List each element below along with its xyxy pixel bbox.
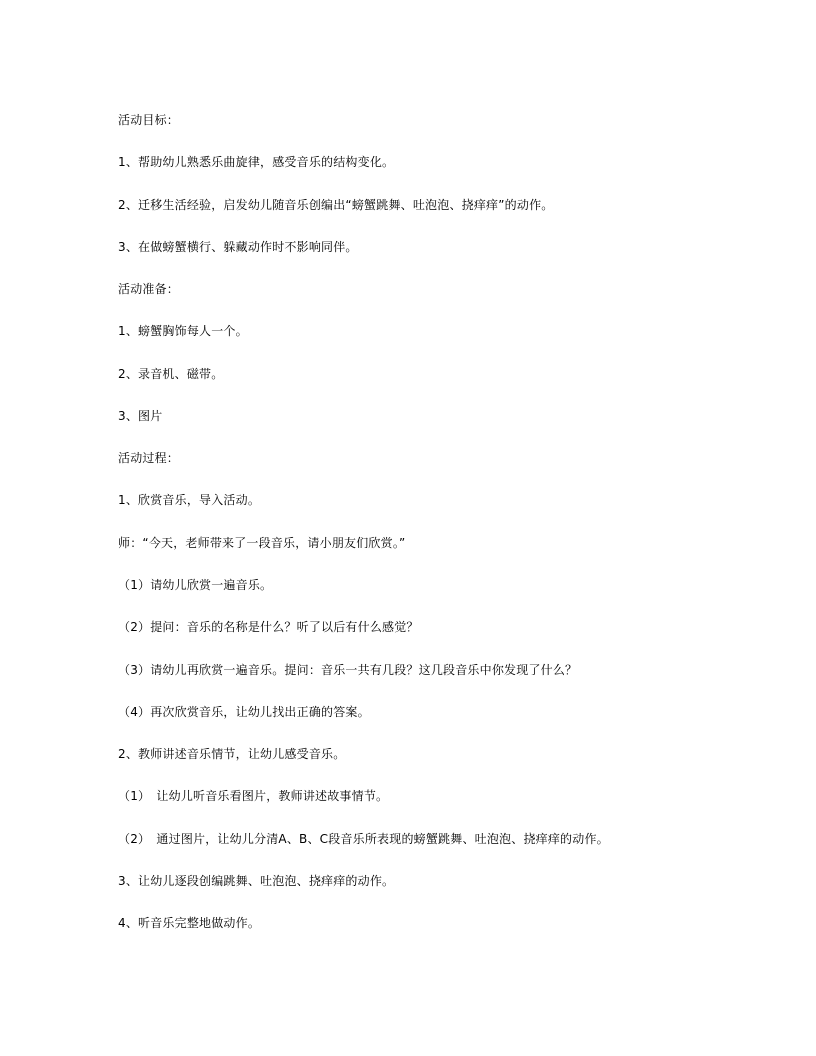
teacher-quote: 师：“今天，老师带来了一段音乐，请小朋友们欣赏。” <box>118 536 406 550</box>
prep-item-2: 2、录音机、磁带。 <box>118 367 224 381</box>
process-step-4: 4、听音乐完整地做动作。 <box>118 916 261 930</box>
goal-item-1: 1、帮助幼儿熟悉乐曲旋律，感受音乐的结构变化。 <box>118 155 395 169</box>
process-step-1b: （2）提问：音乐的名称是什么？听了以后有什么感觉？ <box>118 620 419 634</box>
prep-heading: 活动准备： <box>118 282 180 296</box>
process-step-3: 3、让幼儿逐段创编跳舞、吐泡泡、挠痒痒的动作。 <box>118 874 395 888</box>
prep-item-1: 1、螃蟹胸饰每人一个。 <box>118 324 248 338</box>
prep-item-3: 3、图片 <box>118 409 163 423</box>
process-step-1c: （3）请幼儿再欣赏一遍音乐。提问：音乐一共有几段？这几段音乐中你发现了什么？ <box>118 663 578 677</box>
process-heading: 活动过程： <box>118 451 180 465</box>
process-step-1: 1、欣赏音乐，导入活动。 <box>118 493 261 507</box>
process-step-1a: （1）请幼儿欣赏一遍音乐。 <box>118 578 273 592</box>
process-step-1d: （4）再次欣赏音乐，让幼儿找出正确的答案。 <box>118 705 370 719</box>
goals-heading: 活动目标： <box>118 113 180 127</box>
goal-item-3: 3、在做螃蟹横行、躲藏动作时不影响同伴。 <box>118 240 358 254</box>
goal-item-2: 2、迁移生活经验，启发幼儿随音乐创编出“螃蟹跳舞、吐泡泡、挠痒痒”的动作。 <box>118 198 554 212</box>
process-step-2b: （2） 通过图片，让幼儿分清A、B、C段音乐所表现的螃蟹跳舞、吐泡泡、挠痒痒的动作。 <box>118 832 609 846</box>
process-step-2: 2、教师讲述音乐情节，让幼儿感受音乐。 <box>118 747 346 761</box>
process-step-2a: （1） 让幼儿听音乐看图片，教师讲述故事情节。 <box>118 789 389 803</box>
